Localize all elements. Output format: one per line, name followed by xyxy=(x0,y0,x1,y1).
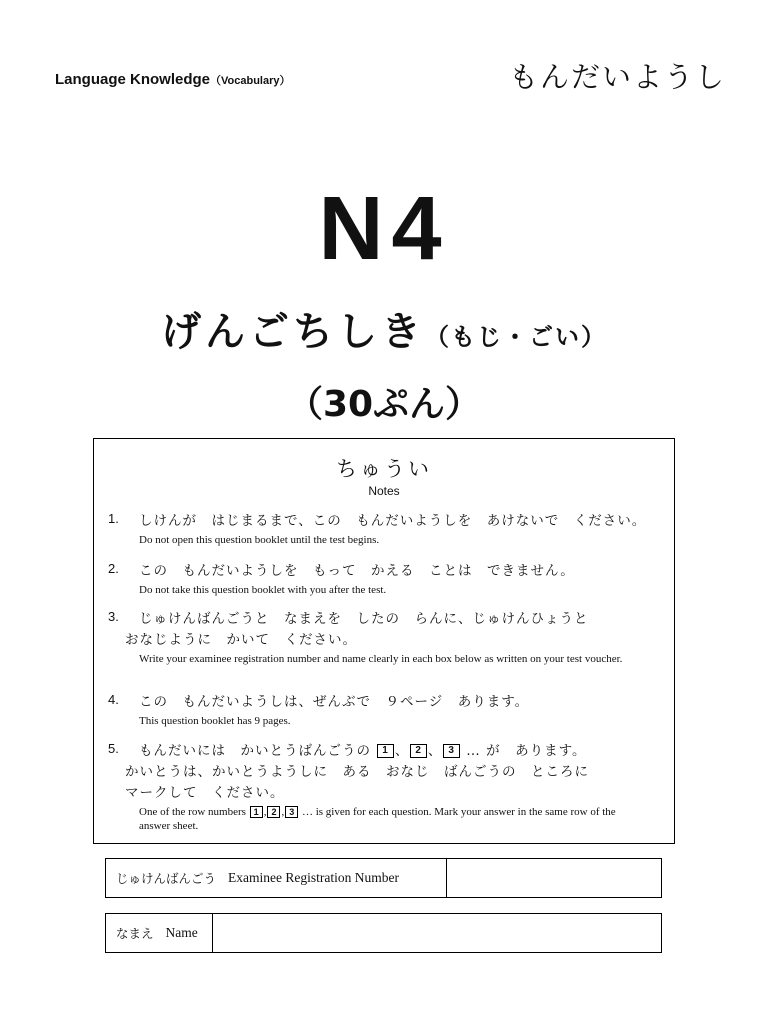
row-number-box: 3 xyxy=(443,744,460,758)
row-number-box: 2 xyxy=(267,806,280,818)
note-text-jp-line3: マークして ください。 xyxy=(125,785,285,801)
name-field[interactable] xyxy=(213,914,661,952)
note-text-jp-part: もんだいには かいとうばんごうの xyxy=(139,743,371,759)
section-subtitle: （もじ・ごい） xyxy=(425,323,607,351)
note-text-jp-part: … が あります。 xyxy=(466,743,587,759)
note-text-en: Write your examinee registration number and name clearly in each box below as written on your test voucher. xyxy=(139,653,623,665)
notes-subtitle: Notes xyxy=(368,484,400,498)
notes-box xyxy=(93,438,675,844)
subject-title: Language Knowledge xyxy=(55,71,211,88)
note-text-jp-line2: かいとうは、かいとうようしに ある おなじ ばんごうの ところに xyxy=(125,764,589,780)
note-number: 1. xyxy=(108,511,119,526)
note-item xyxy=(108,561,668,597)
registration-number-label xyxy=(106,859,447,897)
note-item xyxy=(108,511,668,547)
note-number: 5. xyxy=(108,741,119,756)
note-number: 4. xyxy=(108,692,119,707)
name-label-jp: なまえ xyxy=(116,926,154,941)
note-item xyxy=(108,741,668,833)
note-text-en: Do not take this question booklet with you after the test. xyxy=(139,584,387,596)
row-number-box: 1 xyxy=(377,744,394,758)
level-title: N4 xyxy=(318,179,450,279)
section-title xyxy=(0,300,768,357)
note-number: 3. xyxy=(108,609,119,624)
subject-heading xyxy=(55,71,291,88)
note-text-jp-line2: おなじように かいて ください。 xyxy=(125,632,357,648)
note-item xyxy=(108,609,668,666)
note-text-jp: この もんだいようしは、ぜんぶで ９ページ あります。 xyxy=(139,694,530,710)
note-text-jp: もんだいには かいとうばんごうの 1 、 2 、 3 … が あります。 xyxy=(139,743,587,759)
note-text-en: This question booklet has 9 pages. xyxy=(139,715,291,727)
note-text-en-part: … is given for each question. Mark your answer in the same row of the answer sheet. xyxy=(139,806,616,832)
name-box xyxy=(105,913,662,953)
note-text-en: Do not open this question booklet until the test begins. xyxy=(139,534,380,546)
booklet-label: もんだいようし xyxy=(508,60,726,94)
note-text-jp: この もんだいようしを もって かえる ことは できません。 xyxy=(139,563,575,579)
section-duration: （30ぷん） xyxy=(286,384,482,425)
note-text-en: One of the row numbers 1 , 2 , 3 … is given for each question. Mark your answer in the same row of the answer sheet. xyxy=(139,806,616,832)
row-number-box: 2 xyxy=(410,744,427,758)
note-item xyxy=(108,692,668,728)
note-text-en-part: One of the row numbers xyxy=(139,806,246,818)
notes-title: ちゅうい xyxy=(336,457,432,481)
registration-label-jp: じゅけんばんごう xyxy=(116,871,217,886)
row-number-box: 3 xyxy=(285,806,298,818)
registration-number-box xyxy=(105,858,662,898)
name-label xyxy=(106,914,213,952)
note-text-jp: じゅけんばんごうと なまえを したの らんに、じゅけんひょうと xyxy=(139,611,589,627)
note-number: 2. xyxy=(108,561,119,576)
registration-label-en: Examinee Registration Number xyxy=(228,870,399,885)
subject-subtitle: （Vocabulary） xyxy=(210,75,291,87)
registration-number-field[interactable] xyxy=(447,859,661,897)
section-main-title: げんごちしき xyxy=(161,309,425,355)
row-number-box: 1 xyxy=(250,806,263,818)
name-label-en: Name xyxy=(165,925,198,940)
note-text-jp: しけんが はじまるまで、この もんだいようしを あけないで ください。 xyxy=(139,513,647,529)
